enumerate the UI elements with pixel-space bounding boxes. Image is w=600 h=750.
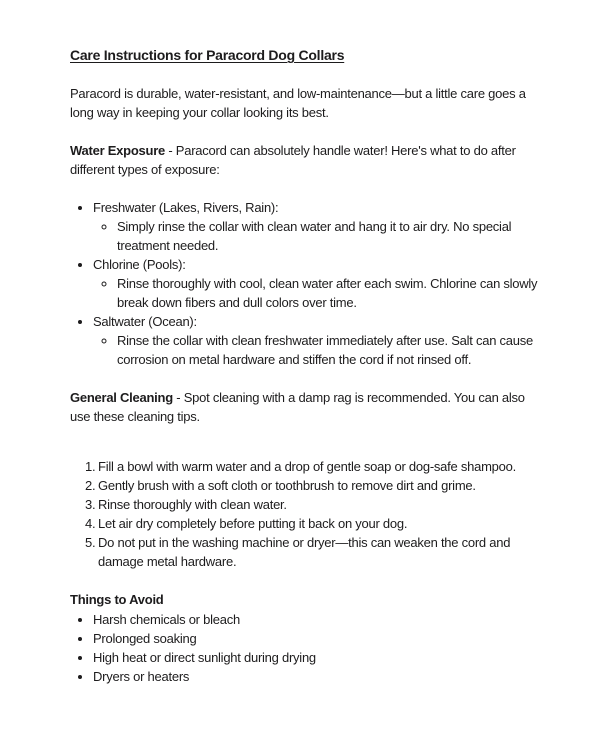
list-item-chlorine (93, 255, 538, 312)
cleaning-step (85, 495, 538, 514)
water-exposure-lead-text: - Paracord can absolutely handle water! Here's what to do after different types of exposure: (70, 143, 516, 177)
cleaning-step (85, 514, 538, 533)
avoid-item-text: High heat or direct sunlight during drying (93, 650, 316, 665)
avoid-item-text: Prolonged soaking (93, 631, 197, 646)
sub-list (93, 274, 538, 312)
water-exposure-paragraph (70, 141, 538, 179)
cleaning-step (85, 476, 538, 495)
list-item-label: Chlorine (Pools): (93, 257, 186, 272)
avoid-item (93, 667, 538, 686)
avoid-item-text: Dryers or heaters (93, 669, 190, 684)
intro-paragraph: Paracord is durable, water-resistant, and low-maintenance—but a little care goes a long way in keeping your collar looking its best. (70, 86, 526, 120)
sub-list (93, 217, 538, 255)
page-title: Care Instructions for Paracord Dog Collars (70, 47, 345, 63)
general-cleaning-lead-text: - Spot cleaning with a damp rag is recommended. You can also use these cleaning tips. (70, 390, 525, 424)
sub-list-item-text: Rinse the collar with clean freshwater immediately after use. Salt can cause corrosion on metal hardware and stiffen the cord if not rinsed off. (117, 333, 533, 367)
avoid-item (93, 610, 538, 629)
things-to-avoid-list (70, 610, 538, 686)
cleaning-step-text: Gently brush with a soft cloth or toothbrush to remove dirt and grime. (98, 478, 476, 493)
water-exposure-list (70, 198, 538, 369)
cleaning-steps-list (70, 457, 538, 571)
sub-list-item-text: Simply rinse the collar with clean water and hang it to air dry. No special treatment needed. (117, 219, 512, 253)
list-item-saltwater (93, 312, 538, 369)
avoid-item (93, 629, 538, 648)
cleaning-step (85, 533, 538, 571)
sub-list-item (117, 331, 538, 369)
cleaning-step (85, 457, 538, 476)
general-cleaning-paragraph (70, 388, 538, 426)
list-item-label: Saltwater (Ocean): (93, 314, 197, 329)
cleaning-step-text: Fill a bowl with warm water and a drop of gentle soap or dog-safe shampoo. (98, 459, 516, 474)
avoid-item (93, 648, 538, 667)
sub-list-item (117, 217, 538, 255)
list-item-label: Freshwater (Lakes, Rivers, Rain): (93, 200, 279, 215)
cleaning-step-text: Rinse thoroughly with clean water. (98, 497, 287, 512)
things-to-avoid-heading: Things to Avoid (70, 592, 164, 607)
sub-list-item (117, 274, 538, 312)
list-item-freshwater (93, 198, 538, 255)
sub-list-item-text: Rinse thoroughly with cool, clean water after each swim. Chlorine can slowly break down fibers and dull colors over time. (117, 276, 538, 310)
cleaning-step-text: Do not put in the washing machine or dryer—this can weaken the cord and damage metal hardware. (98, 535, 511, 569)
avoid-item-text: Harsh chemicals or bleach (93, 612, 240, 627)
sub-list (93, 331, 538, 369)
water-exposure-heading: Water Exposure (70, 143, 165, 158)
general-cleaning-heading: General Cleaning (70, 390, 173, 405)
cleaning-step-text: Let air dry completely before putting it back on your dog. (98, 516, 408, 531)
